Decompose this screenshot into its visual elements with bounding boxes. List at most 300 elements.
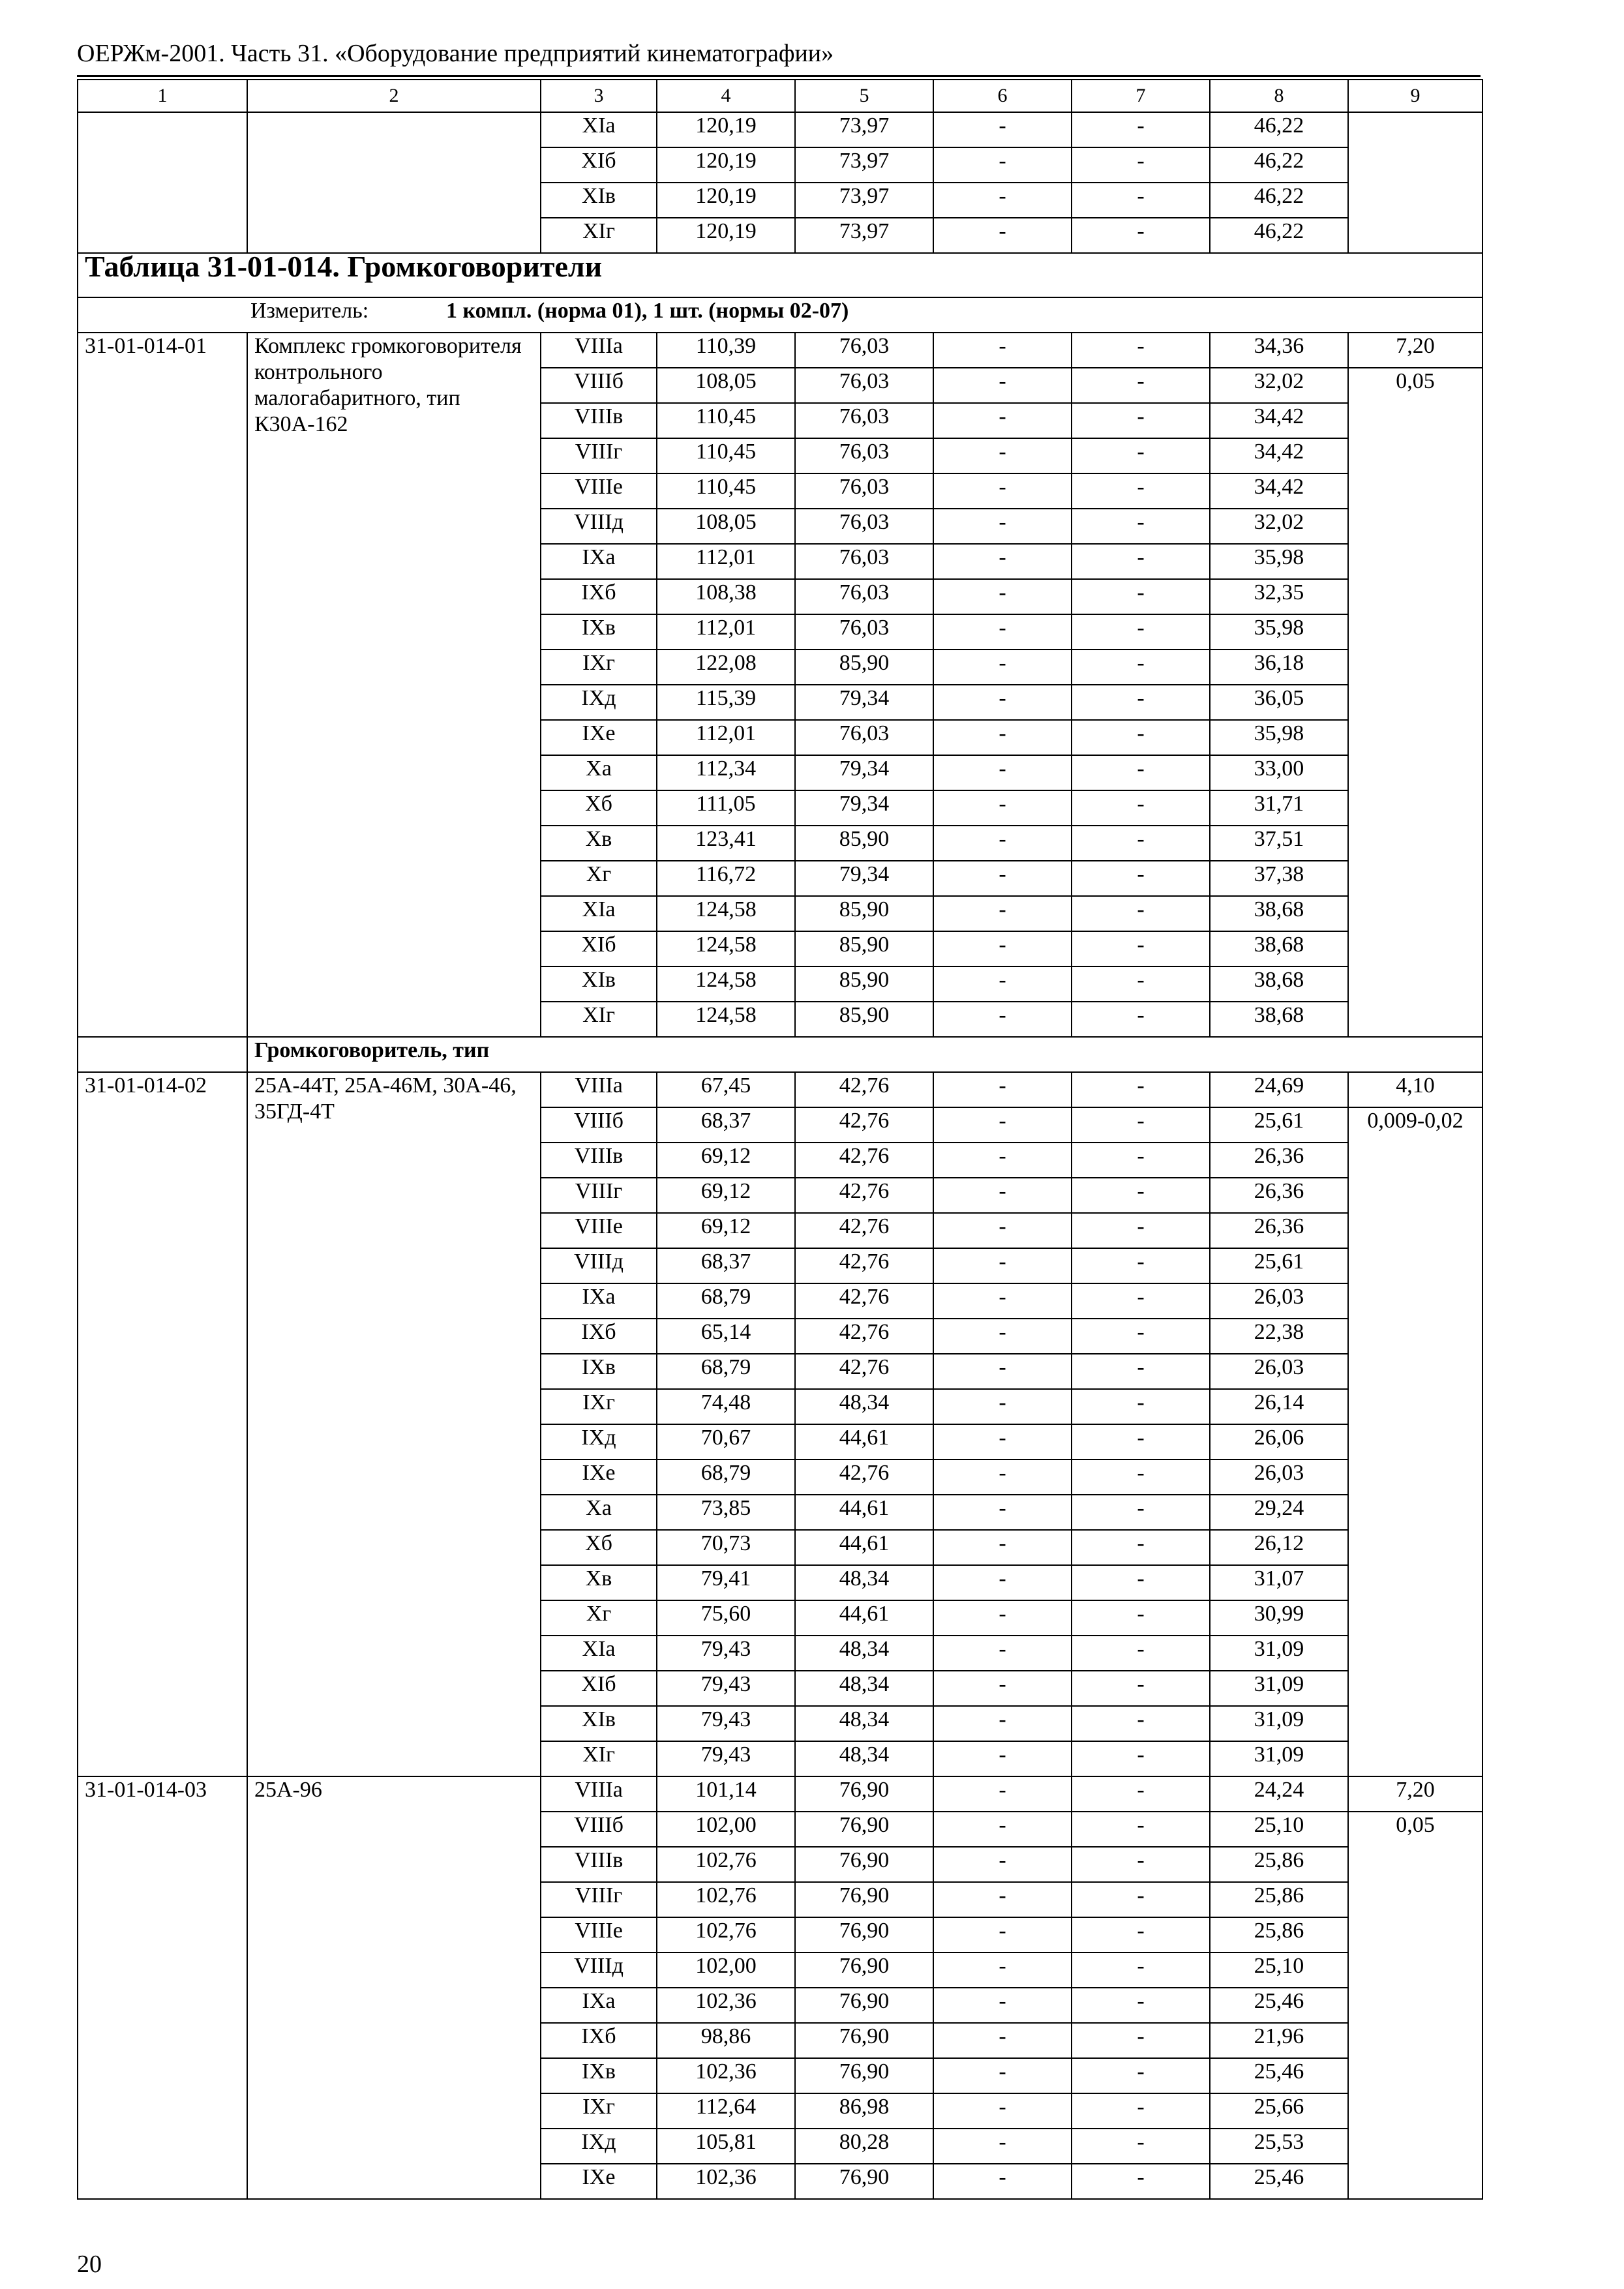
table-title-row xyxy=(78,253,1482,297)
cost-wages-cell: - xyxy=(1072,1952,1210,1988)
cost-labor-cell: 73,97 xyxy=(795,218,933,253)
cost-machines-cell: - xyxy=(933,544,1072,579)
zone-cell: IXд xyxy=(541,1424,657,1459)
cost-wages-cell: - xyxy=(1072,1917,1210,1952)
column-numbers-row xyxy=(78,80,1482,112)
norm-code: 31-01-014-03 xyxy=(78,1776,247,2199)
cost-labor-cell: 48,34 xyxy=(795,1389,933,1424)
cost-total-cell: 124,58 xyxy=(657,931,795,966)
norm-name: 25А-44Т, 25А-46М, 30А-46, 35ГД-4Т xyxy=(247,1072,541,1776)
cost-wages-cell: - xyxy=(1072,650,1210,685)
zone-cell: Xв xyxy=(541,826,657,861)
cost-materials-cell: 25,46 xyxy=(1210,1988,1348,2023)
cost-total-cell: 124,58 xyxy=(657,1002,795,1037)
cost-materials-cell: 35,98 xyxy=(1210,720,1348,755)
cost-machines-cell: - xyxy=(933,1424,1072,1459)
cost-machines-cell: - xyxy=(933,403,1072,438)
cost-labor-cell: 42,76 xyxy=(795,1319,933,1354)
cost-total-cell: 123,41 xyxy=(657,826,795,861)
column-number: 1 xyxy=(78,80,247,112)
cost-total-cell: 67,45 xyxy=(657,1072,795,1107)
cost-labor-cell: 79,34 xyxy=(795,790,933,826)
cost-labor-cell: 44,61 xyxy=(795,1424,933,1459)
rates-table xyxy=(77,79,1483,2200)
zone-cell: VIIIе xyxy=(541,1213,657,1248)
cost-wages-cell: - xyxy=(1072,1706,1210,1741)
cost-total-cell: 124,58 xyxy=(657,966,795,1002)
cost-total-cell: 79,43 xyxy=(657,1706,795,1741)
cost-total-cell: 73,85 xyxy=(657,1495,795,1530)
col9-cell xyxy=(1348,112,1482,253)
cost-materials-cell: 25,10 xyxy=(1210,1952,1348,1988)
zone-cell: XIб xyxy=(541,147,657,183)
cost-total-cell: 108,05 xyxy=(657,368,795,403)
cost-total-cell: 112,01 xyxy=(657,544,795,579)
col9-value: 7,20 xyxy=(1348,333,1482,368)
norm-name: Комплекс громкоговорителя контрольного малогабаритного, тип К30А-162 xyxy=(247,333,541,1037)
zone-cell: IXг xyxy=(541,1389,657,1424)
cost-machines-cell: - xyxy=(933,1389,1072,1424)
zone-cell: IXа xyxy=(541,544,657,579)
cost-wages-cell: - xyxy=(1072,614,1210,650)
cost-total-cell: 79,43 xyxy=(657,1636,795,1671)
cost-materials-cell: 33,00 xyxy=(1210,755,1348,790)
cost-machines-cell: - xyxy=(933,1072,1072,1107)
cost-materials-cell: 26,03 xyxy=(1210,1459,1348,1495)
zone-cell: IXв xyxy=(541,2058,657,2093)
cost-materials-cell: 38,68 xyxy=(1210,896,1348,931)
zone-cell: IXе xyxy=(541,720,657,755)
cost-wages-cell: - xyxy=(1072,1459,1210,1495)
cost-machines-cell: - xyxy=(933,650,1072,685)
cost-materials-cell: 26,36 xyxy=(1210,1178,1348,1213)
cost-materials-cell: 34,42 xyxy=(1210,438,1348,473)
cost-labor-cell: 76,90 xyxy=(795,1847,933,1882)
norm-name: 25А-96 xyxy=(247,1776,541,2199)
cost-materials-cell: 25,86 xyxy=(1210,1847,1348,1882)
zone-cell: VIIIв xyxy=(541,1143,657,1178)
code-cell xyxy=(78,112,247,253)
name-cell xyxy=(247,112,541,253)
cost-wages-cell: - xyxy=(1072,1636,1210,1671)
zone-cell: IXв xyxy=(541,614,657,650)
cost-total-cell: 108,38 xyxy=(657,579,795,614)
zone-cell: Xг xyxy=(541,1600,657,1636)
cost-materials-cell: 25,46 xyxy=(1210,2164,1348,2199)
cost-machines-cell: - xyxy=(933,1847,1072,1882)
cost-labor-cell: 76,90 xyxy=(795,2164,933,2199)
meter-row xyxy=(78,297,1482,333)
cost-wages-cell: - xyxy=(1072,1213,1210,1248)
col9-value: 0,009-0,02 xyxy=(1348,1107,1482,1776)
cost-machines-cell: - xyxy=(933,2129,1072,2164)
cost-labor-cell: 76,90 xyxy=(795,2058,933,2093)
cost-total-cell: 79,43 xyxy=(657,1671,795,1706)
zone-cell: XIг xyxy=(541,1002,657,1037)
cost-materials-cell: 34,42 xyxy=(1210,403,1348,438)
cost-materials-cell: 34,42 xyxy=(1210,473,1348,509)
cost-total-cell: 98,86 xyxy=(657,2023,795,2058)
zone-cell: IXа xyxy=(541,1283,657,1319)
cost-total-cell: 108,05 xyxy=(657,509,795,544)
cost-total-cell: 68,79 xyxy=(657,1283,795,1319)
cost-wages-cell: - xyxy=(1072,1424,1210,1459)
cost-total-cell: 79,43 xyxy=(657,1741,795,1776)
cost-materials-cell: 36,18 xyxy=(1210,650,1348,685)
cost-total-cell: 112,01 xyxy=(657,614,795,650)
cost-wages-cell: - xyxy=(1072,1178,1210,1213)
zone-cell: VIIIд xyxy=(541,1952,657,1988)
cost-wages-cell: - xyxy=(1072,1389,1210,1424)
cost-labor-cell: 42,76 xyxy=(795,1354,933,1389)
cost-materials-cell: 31,09 xyxy=(1210,1706,1348,1741)
cost-materials-cell: 25,61 xyxy=(1210,1107,1348,1143)
cost-total-cell: 112,01 xyxy=(657,720,795,755)
cost-labor-cell: 42,76 xyxy=(795,1459,933,1495)
cost-labor-cell: 76,90 xyxy=(795,1812,933,1847)
cost-labor-cell: 76,03 xyxy=(795,544,933,579)
cost-materials-cell: 31,71 xyxy=(1210,790,1348,826)
norm-code: 31-01-014-01 xyxy=(78,333,247,1037)
cost-labor-cell: 85,90 xyxy=(795,931,933,966)
zone-cell: IXб xyxy=(541,579,657,614)
cost-wages-cell: - xyxy=(1072,1565,1210,1600)
subheading: Громкоговоритель, тип xyxy=(247,1037,1482,1072)
cost-machines-cell: - xyxy=(933,931,1072,966)
cost-wages-cell: - xyxy=(1072,1248,1210,1283)
cost-wages-cell: - xyxy=(1072,1741,1210,1776)
zone-cell: IXд xyxy=(541,2129,657,2164)
zone-cell: XIа xyxy=(541,896,657,931)
cost-materials-cell: 32,02 xyxy=(1210,509,1348,544)
cost-machines-cell: - xyxy=(933,1636,1072,1671)
cost-machines-cell: - xyxy=(933,147,1072,183)
cost-total-cell: 68,79 xyxy=(657,1459,795,1495)
cost-total-cell: 110,45 xyxy=(657,403,795,438)
cost-materials-cell: 24,24 xyxy=(1210,1776,1348,1812)
cost-wages-cell: - xyxy=(1072,931,1210,966)
cost-materials-cell: 29,24 xyxy=(1210,1495,1348,1530)
column-number: 9 xyxy=(1348,80,1482,112)
cost-materials-cell: 26,12 xyxy=(1210,1530,1348,1565)
cost-materials-cell: 31,09 xyxy=(1210,1636,1348,1671)
cost-wages-cell: - xyxy=(1072,2129,1210,2164)
cost-materials-cell: 26,36 xyxy=(1210,1143,1348,1178)
cost-machines-cell: - xyxy=(933,1741,1072,1776)
cost-labor-cell: 42,76 xyxy=(795,1143,933,1178)
cost-total-cell: 79,41 xyxy=(657,1565,795,1600)
cost-machines-cell: - xyxy=(933,1107,1072,1143)
cost-materials-cell: 25,86 xyxy=(1210,1917,1348,1952)
zone-cell: XIг xyxy=(541,1741,657,1776)
cost-machines-cell: - xyxy=(933,1319,1072,1354)
cost-total-cell: 122,08 xyxy=(657,650,795,685)
zone-cell: Xа xyxy=(541,1495,657,1530)
zone-cell: XIб xyxy=(541,931,657,966)
cost-wages-cell: - xyxy=(1072,1530,1210,1565)
header-rule xyxy=(77,75,1481,77)
cost-materials-cell: 37,38 xyxy=(1210,861,1348,896)
cost-labor-cell: 42,76 xyxy=(795,1283,933,1319)
cost-labor-cell: 42,76 xyxy=(795,1213,933,1248)
zone-cell: Xв xyxy=(541,1565,657,1600)
cost-machines-cell: - xyxy=(933,2093,1072,2129)
cost-labor-cell: 85,90 xyxy=(795,896,933,931)
table-title: Таблица 31-01-014. Громкоговорители xyxy=(78,253,1482,297)
cost-materials-cell: 31,07 xyxy=(1210,1565,1348,1600)
cost-total-cell: 102,00 xyxy=(657,1812,795,1847)
cost-machines-cell: - xyxy=(933,1882,1072,1917)
cost-total-cell: 102,36 xyxy=(657,2058,795,2093)
cost-materials-cell: 35,98 xyxy=(1210,614,1348,650)
cost-wages-cell: - xyxy=(1072,826,1210,861)
meter-label: Измеритель: xyxy=(250,299,369,323)
col9-value: 0,05 xyxy=(1348,1812,1482,2199)
cost-wages-cell: - xyxy=(1072,438,1210,473)
column-number: 5 xyxy=(795,80,933,112)
cost-labor-cell: 85,90 xyxy=(795,966,933,1002)
cost-wages-cell: - xyxy=(1072,685,1210,720)
cost-materials-cell: 34,36 xyxy=(1210,333,1348,368)
zone-cell: IXб xyxy=(541,1319,657,1354)
cost-labor-cell: 76,90 xyxy=(795,1917,933,1952)
cost-wages-cell: - xyxy=(1072,147,1210,183)
zone-cell: IXг xyxy=(541,2093,657,2129)
cost-machines-cell: - xyxy=(933,218,1072,253)
cost-labor-cell: 73,97 xyxy=(795,112,933,147)
cost-total-cell: 120,19 xyxy=(657,112,795,147)
cost-machines-cell: - xyxy=(933,790,1072,826)
cost-machines-cell: - xyxy=(933,2058,1072,2093)
cost-materials-cell: 25,61 xyxy=(1210,1248,1348,1283)
cost-machines-cell: - xyxy=(933,112,1072,147)
cost-wages-cell: - xyxy=(1072,544,1210,579)
column-number: 7 xyxy=(1072,80,1210,112)
cost-total-cell: 102,76 xyxy=(657,1882,795,1917)
cost-materials-cell: 38,68 xyxy=(1210,966,1348,1002)
cost-machines-cell: - xyxy=(933,1706,1072,1741)
cost-labor-cell: 44,61 xyxy=(795,1530,933,1565)
zone-cell: VIIIв xyxy=(541,1847,657,1882)
cost-labor-cell: 42,76 xyxy=(795,1072,933,1107)
zone-cell: VIIIа xyxy=(541,333,657,368)
cost-total-cell: 110,45 xyxy=(657,438,795,473)
cost-machines-cell: - xyxy=(933,1248,1072,1283)
zone-cell: XIб xyxy=(541,1671,657,1706)
cost-materials-cell: 38,68 xyxy=(1210,931,1348,966)
cost-labor-cell: 76,90 xyxy=(795,1952,933,1988)
meter-value: 1 компл. (норма 01), 1 шт. (нормы 02-07) xyxy=(446,299,849,323)
subheading-row xyxy=(78,1037,1482,1072)
zone-cell: VIIIе xyxy=(541,473,657,509)
cost-wages-cell: - xyxy=(1072,473,1210,509)
cost-labor-cell: 85,90 xyxy=(795,826,933,861)
zone-cell: XIв xyxy=(541,183,657,218)
col9-value: 0,05 xyxy=(1348,368,1482,1037)
cost-labor-cell: 42,76 xyxy=(795,1178,933,1213)
cost-labor-cell: 76,03 xyxy=(795,438,933,473)
zone-cell: XIв xyxy=(541,1706,657,1741)
column-number: 2 xyxy=(247,80,541,112)
cost-total-cell: 68,37 xyxy=(657,1248,795,1283)
zone-cell: XIа xyxy=(541,1636,657,1671)
cost-machines-cell: - xyxy=(933,1495,1072,1530)
cost-machines-cell: - xyxy=(933,755,1072,790)
cost-wages-cell: - xyxy=(1072,183,1210,218)
cost-machines-cell: - xyxy=(933,720,1072,755)
cost-wages-cell: - xyxy=(1072,218,1210,253)
cost-materials-cell: 32,35 xyxy=(1210,579,1348,614)
zone-cell: XIа xyxy=(541,112,657,147)
cost-total-cell: 120,19 xyxy=(657,183,795,218)
cost-total-cell: 70,73 xyxy=(657,1530,795,1565)
cost-machines-cell: - xyxy=(933,896,1072,931)
cost-wages-cell: - xyxy=(1072,861,1210,896)
zone-cell: Xа xyxy=(541,755,657,790)
cost-materials-cell: 26,03 xyxy=(1210,1283,1348,1319)
cost-total-cell: 120,19 xyxy=(657,218,795,253)
zone-cell: VIIIе xyxy=(541,1917,657,1952)
cost-machines-cell: - xyxy=(933,1283,1072,1319)
cost-wages-cell: - xyxy=(1072,720,1210,755)
cost-machines-cell: - xyxy=(933,333,1072,368)
table-row xyxy=(78,1776,1482,1812)
cost-wages-cell: - xyxy=(1072,368,1210,403)
code-cell xyxy=(78,1037,247,1072)
cost-wages-cell: - xyxy=(1072,1002,1210,1037)
cost-machines-cell: - xyxy=(933,1917,1072,1952)
cost-labor-cell: 76,03 xyxy=(795,368,933,403)
zone-cell: VIIIд xyxy=(541,509,657,544)
cost-total-cell: 105,81 xyxy=(657,2129,795,2164)
cost-wages-cell: - xyxy=(1072,579,1210,614)
cost-materials-cell: 38,68 xyxy=(1210,1002,1348,1037)
zone-cell: IXг xyxy=(541,650,657,685)
cost-labor-cell: 48,34 xyxy=(795,1706,933,1741)
cost-total-cell: 115,39 xyxy=(657,685,795,720)
cost-total-cell: 102,00 xyxy=(657,1952,795,1988)
cost-materials-cell: 21,96 xyxy=(1210,2023,1348,2058)
cost-wages-cell: - xyxy=(1072,966,1210,1002)
cost-machines-cell: - xyxy=(933,861,1072,896)
cost-labor-cell: 76,03 xyxy=(795,614,933,650)
cost-machines-cell: - xyxy=(933,1671,1072,1706)
cost-machines-cell: - xyxy=(933,1776,1072,1812)
cost-materials-cell: 30,99 xyxy=(1210,1600,1348,1636)
cost-machines-cell: - xyxy=(933,579,1072,614)
cost-materials-cell: 31,09 xyxy=(1210,1671,1348,1706)
cost-machines-cell: - xyxy=(933,1812,1072,1847)
zone-cell: VIIIг xyxy=(541,1178,657,1213)
cost-labor-cell: 48,34 xyxy=(795,1636,933,1671)
cost-machines-cell: - xyxy=(933,1459,1072,1495)
table-row xyxy=(78,333,1482,368)
zone-cell: VIIIа xyxy=(541,1072,657,1107)
cost-total-cell: 124,58 xyxy=(657,896,795,931)
cost-total-cell: 70,67 xyxy=(657,1424,795,1459)
cost-wages-cell: - xyxy=(1072,896,1210,931)
meter-cell xyxy=(78,297,1482,333)
cost-machines-cell: - xyxy=(933,2164,1072,2199)
cost-materials-cell: 26,14 xyxy=(1210,1389,1348,1424)
cost-wages-cell: - xyxy=(1072,1988,1210,2023)
cost-wages-cell: - xyxy=(1072,1671,1210,1706)
cost-labor-cell: 48,34 xyxy=(795,1741,933,1776)
cost-total-cell: 75,60 xyxy=(657,1600,795,1636)
cost-wages-cell: - xyxy=(1072,1107,1210,1143)
cost-machines-cell: - xyxy=(933,1565,1072,1600)
cost-labor-cell: 80,28 xyxy=(795,2129,933,2164)
cost-labor-cell: 42,76 xyxy=(795,1248,933,1283)
cost-machines-cell: - xyxy=(933,368,1072,403)
cost-materials-cell: 25,10 xyxy=(1210,1812,1348,1847)
cost-machines-cell: - xyxy=(933,1988,1072,2023)
cost-total-cell: 111,05 xyxy=(657,790,795,826)
cost-machines-cell: - xyxy=(933,473,1072,509)
cost-wages-cell: - xyxy=(1072,1283,1210,1319)
cost-labor-cell: 85,90 xyxy=(795,650,933,685)
cost-materials-cell: 26,36 xyxy=(1210,1213,1348,1248)
cost-machines-cell: - xyxy=(933,1354,1072,1389)
cost-total-cell: 68,37 xyxy=(657,1107,795,1143)
page-number: 20 xyxy=(77,2251,102,2278)
cost-materials-cell: 46,22 xyxy=(1210,147,1348,183)
zone-cell: VIIIб xyxy=(541,1107,657,1143)
cost-materials-cell: 31,09 xyxy=(1210,1741,1348,1776)
cost-wages-cell: - xyxy=(1072,1495,1210,1530)
cost-materials-cell: 36,05 xyxy=(1210,685,1348,720)
cost-labor-cell: 79,34 xyxy=(795,755,933,790)
cost-labor-cell: 73,97 xyxy=(795,147,933,183)
cost-materials-cell: 32,02 xyxy=(1210,368,1348,403)
cost-materials-cell: 25,86 xyxy=(1210,1882,1348,1917)
zone-cell: Xб xyxy=(541,790,657,826)
cost-wages-cell: - xyxy=(1072,1847,1210,1882)
cost-machines-cell: - xyxy=(933,1600,1072,1636)
zone-cell: IXб xyxy=(541,2023,657,2058)
cost-labor-cell: 76,03 xyxy=(795,333,933,368)
column-number: 3 xyxy=(541,80,657,112)
cost-materials-cell: 37,51 xyxy=(1210,826,1348,861)
cost-wages-cell: - xyxy=(1072,1072,1210,1107)
zone-cell: VIIIд xyxy=(541,1248,657,1283)
cost-labor-cell: 76,90 xyxy=(795,1882,933,1917)
cost-total-cell: 69,12 xyxy=(657,1213,795,1248)
zone-cell: IXе xyxy=(541,2164,657,2199)
cost-total-cell: 102,36 xyxy=(657,1988,795,2023)
cost-total-cell: 101,14 xyxy=(657,1776,795,1812)
cost-labor-cell: 86,98 xyxy=(795,2093,933,2129)
cost-total-cell: 102,76 xyxy=(657,1847,795,1882)
cost-labor-cell: 76,03 xyxy=(795,473,933,509)
cost-total-cell: 65,14 xyxy=(657,1319,795,1354)
cost-machines-cell: - xyxy=(933,1143,1072,1178)
zone-cell: Xг xyxy=(541,861,657,896)
zone-cell: VIIIб xyxy=(541,1812,657,1847)
zone-cell: IXе xyxy=(541,1459,657,1495)
zone-cell: XIв xyxy=(541,966,657,1002)
cost-labor-cell: 44,61 xyxy=(795,1495,933,1530)
cost-total-cell: 69,12 xyxy=(657,1143,795,1178)
cost-labor-cell: 79,34 xyxy=(795,861,933,896)
table-row xyxy=(78,112,1482,147)
cost-wages-cell: - xyxy=(1072,2164,1210,2199)
zone-cell: IXв xyxy=(541,1354,657,1389)
cost-materials-cell: 46,22 xyxy=(1210,183,1348,218)
norm-code: 31-01-014-02 xyxy=(78,1072,247,1776)
cost-machines-cell: - xyxy=(933,1952,1072,1988)
zone-cell: XIг xyxy=(541,218,657,253)
